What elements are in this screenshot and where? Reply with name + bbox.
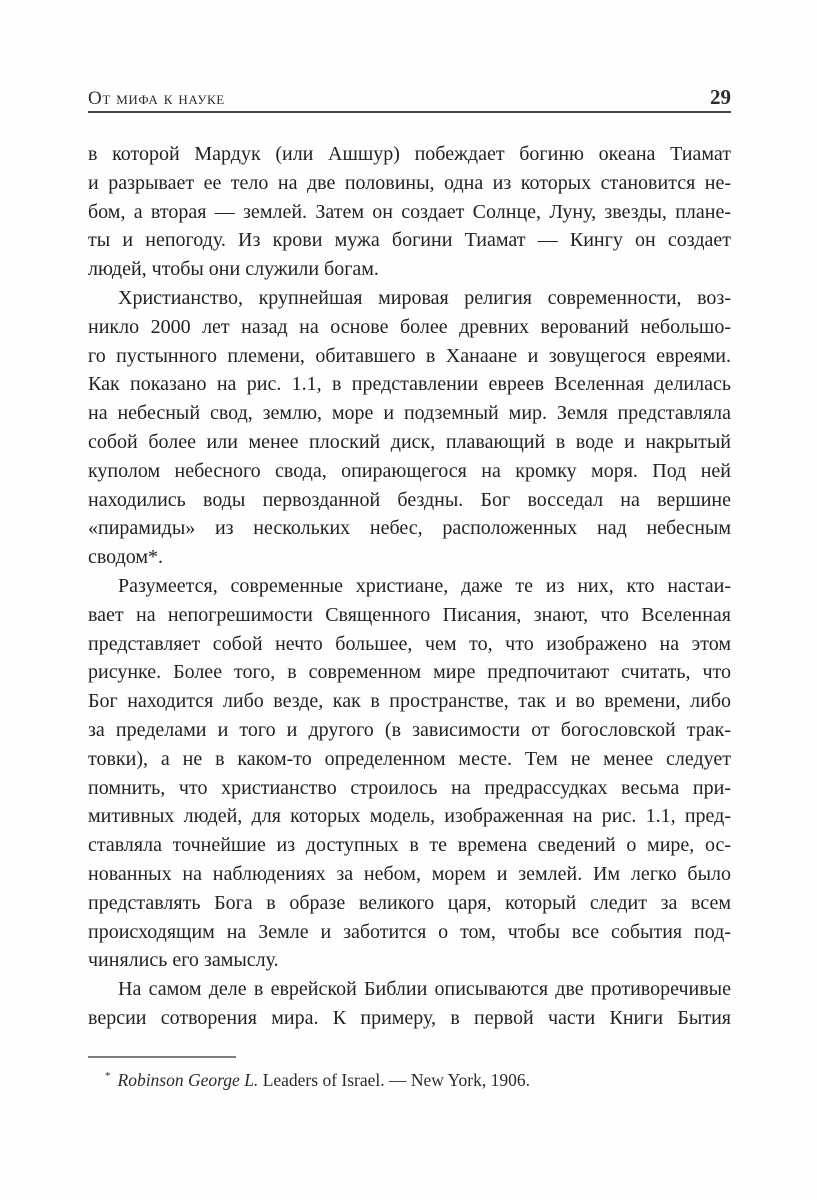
footnote-reference: Leaders of Israel. — New York, 1906.: [258, 1069, 530, 1090]
text-line: ставляла точнейшие из доступных в те времена сведений о мире, ос-: [88, 834, 731, 857]
text-line: происходящим на Земле и заботится о том, чтобы все события под-: [88, 920, 731, 943]
footnote-author: Robinson George L.: [117, 1069, 259, 1090]
text-line: куполом небесного свода, опирающегося на кромку моря. Под ней: [88, 459, 731, 482]
text-line: Разумеется, современные христиане, даже те из них, кто настаи-: [118, 574, 731, 597]
text-line: никло 2000 лет назад на основе более древних верований небольшо-: [88, 315, 731, 338]
text-line: ты и непогоду. Из крови мужа богини Тиамат — Кингу он создает: [88, 229, 731, 252]
text-line: находились воды первозданной бездны. Бог восседал на вершине: [88, 488, 731, 511]
text-line: «пирамиды» из нескольких небес, расположенных над небесным: [88, 517, 731, 540]
footnote-marker: *: [105, 1070, 111, 1082]
text-line: Как показано на рис. 1.1, в представлении евреев Вселенная делилась: [88, 373, 731, 396]
text-line: в которой Мардук (или Ашшур) побеждает богиню океана Тиамат: [88, 143, 731, 165]
text-line: за пределами и того и другого (в зависимости от богословской трак-: [88, 718, 731, 741]
text-line: сводом*.: [88, 546, 164, 569]
text-line: собой более или менее плоский диск, плавающий в воде и накрытый: [88, 430, 731, 453]
body-text: [88, 140, 731, 1033]
text-line: Христианство, крупнейшая мировая религия современности, воз-: [118, 286, 731, 309]
footnote-rule: [88, 1056, 236, 1058]
paragraph: [88, 975, 731, 1033]
text-line: представлять Бога в образе великого царя, который следит за всем: [88, 891, 731, 914]
running-title: От мифа к науке: [88, 88, 225, 109]
text-line: На самом деле в еврейской Библии описываются две противоречивые: [118, 978, 731, 1001]
paragraph: [88, 284, 731, 572]
text-line: Бог находится либо везде, как в пространстве, так и во времени, либо: [88, 690, 731, 713]
text-line: на небесный свод, землю, море и подземный мир. Земля представляла: [88, 402, 731, 425]
text-line: людей, чтобы они служили богам.: [88, 258, 379, 281]
text-line: бом, а вторая — землей. Затем он создает Солнце, Луну, звезды, плане-: [88, 200, 731, 223]
text-line: представляет собой нечто большее, чем то, что изображено на этом: [88, 632, 731, 655]
text-line: го пустынного племени, обитавшего в Ханаане и зовущегося евреями.: [88, 344, 731, 367]
text-line: нованных на наблюдениях за небом, морем и землей. Им легко было: [88, 862, 731, 885]
text-line: рисунке. Более того, в современном мире предпочитают считать, что: [88, 661, 731, 684]
text-line: версии сотворения мира. К примеру, в первой части Книги Бытия: [88, 1006, 731, 1029]
text-line: и разрывает ее тело на две половины, одна из которых становится не-: [88, 171, 731, 194]
text-line: товки), а не в каком-то определенном месте. Тем не менее следует: [88, 747, 731, 770]
paragraph: [88, 572, 731, 975]
footnote: [88, 1064, 731, 1093]
paragraph: [88, 140, 731, 284]
text-line: чинялись его замыслу.: [88, 949, 279, 972]
header-rule: [88, 111, 731, 113]
page-header: [88, 85, 731, 110]
text-line: помнить, что христианство строилось на предрассудках весьма при-: [88, 776, 731, 799]
text-line: вает на непогрешимости Священного Писания, знают, что Вселенная: [88, 603, 731, 626]
text-line: митивных людей, для которых модель, изображенная на рис. 1.1, пред-: [88, 805, 731, 828]
page-number: 29: [710, 85, 731, 109]
